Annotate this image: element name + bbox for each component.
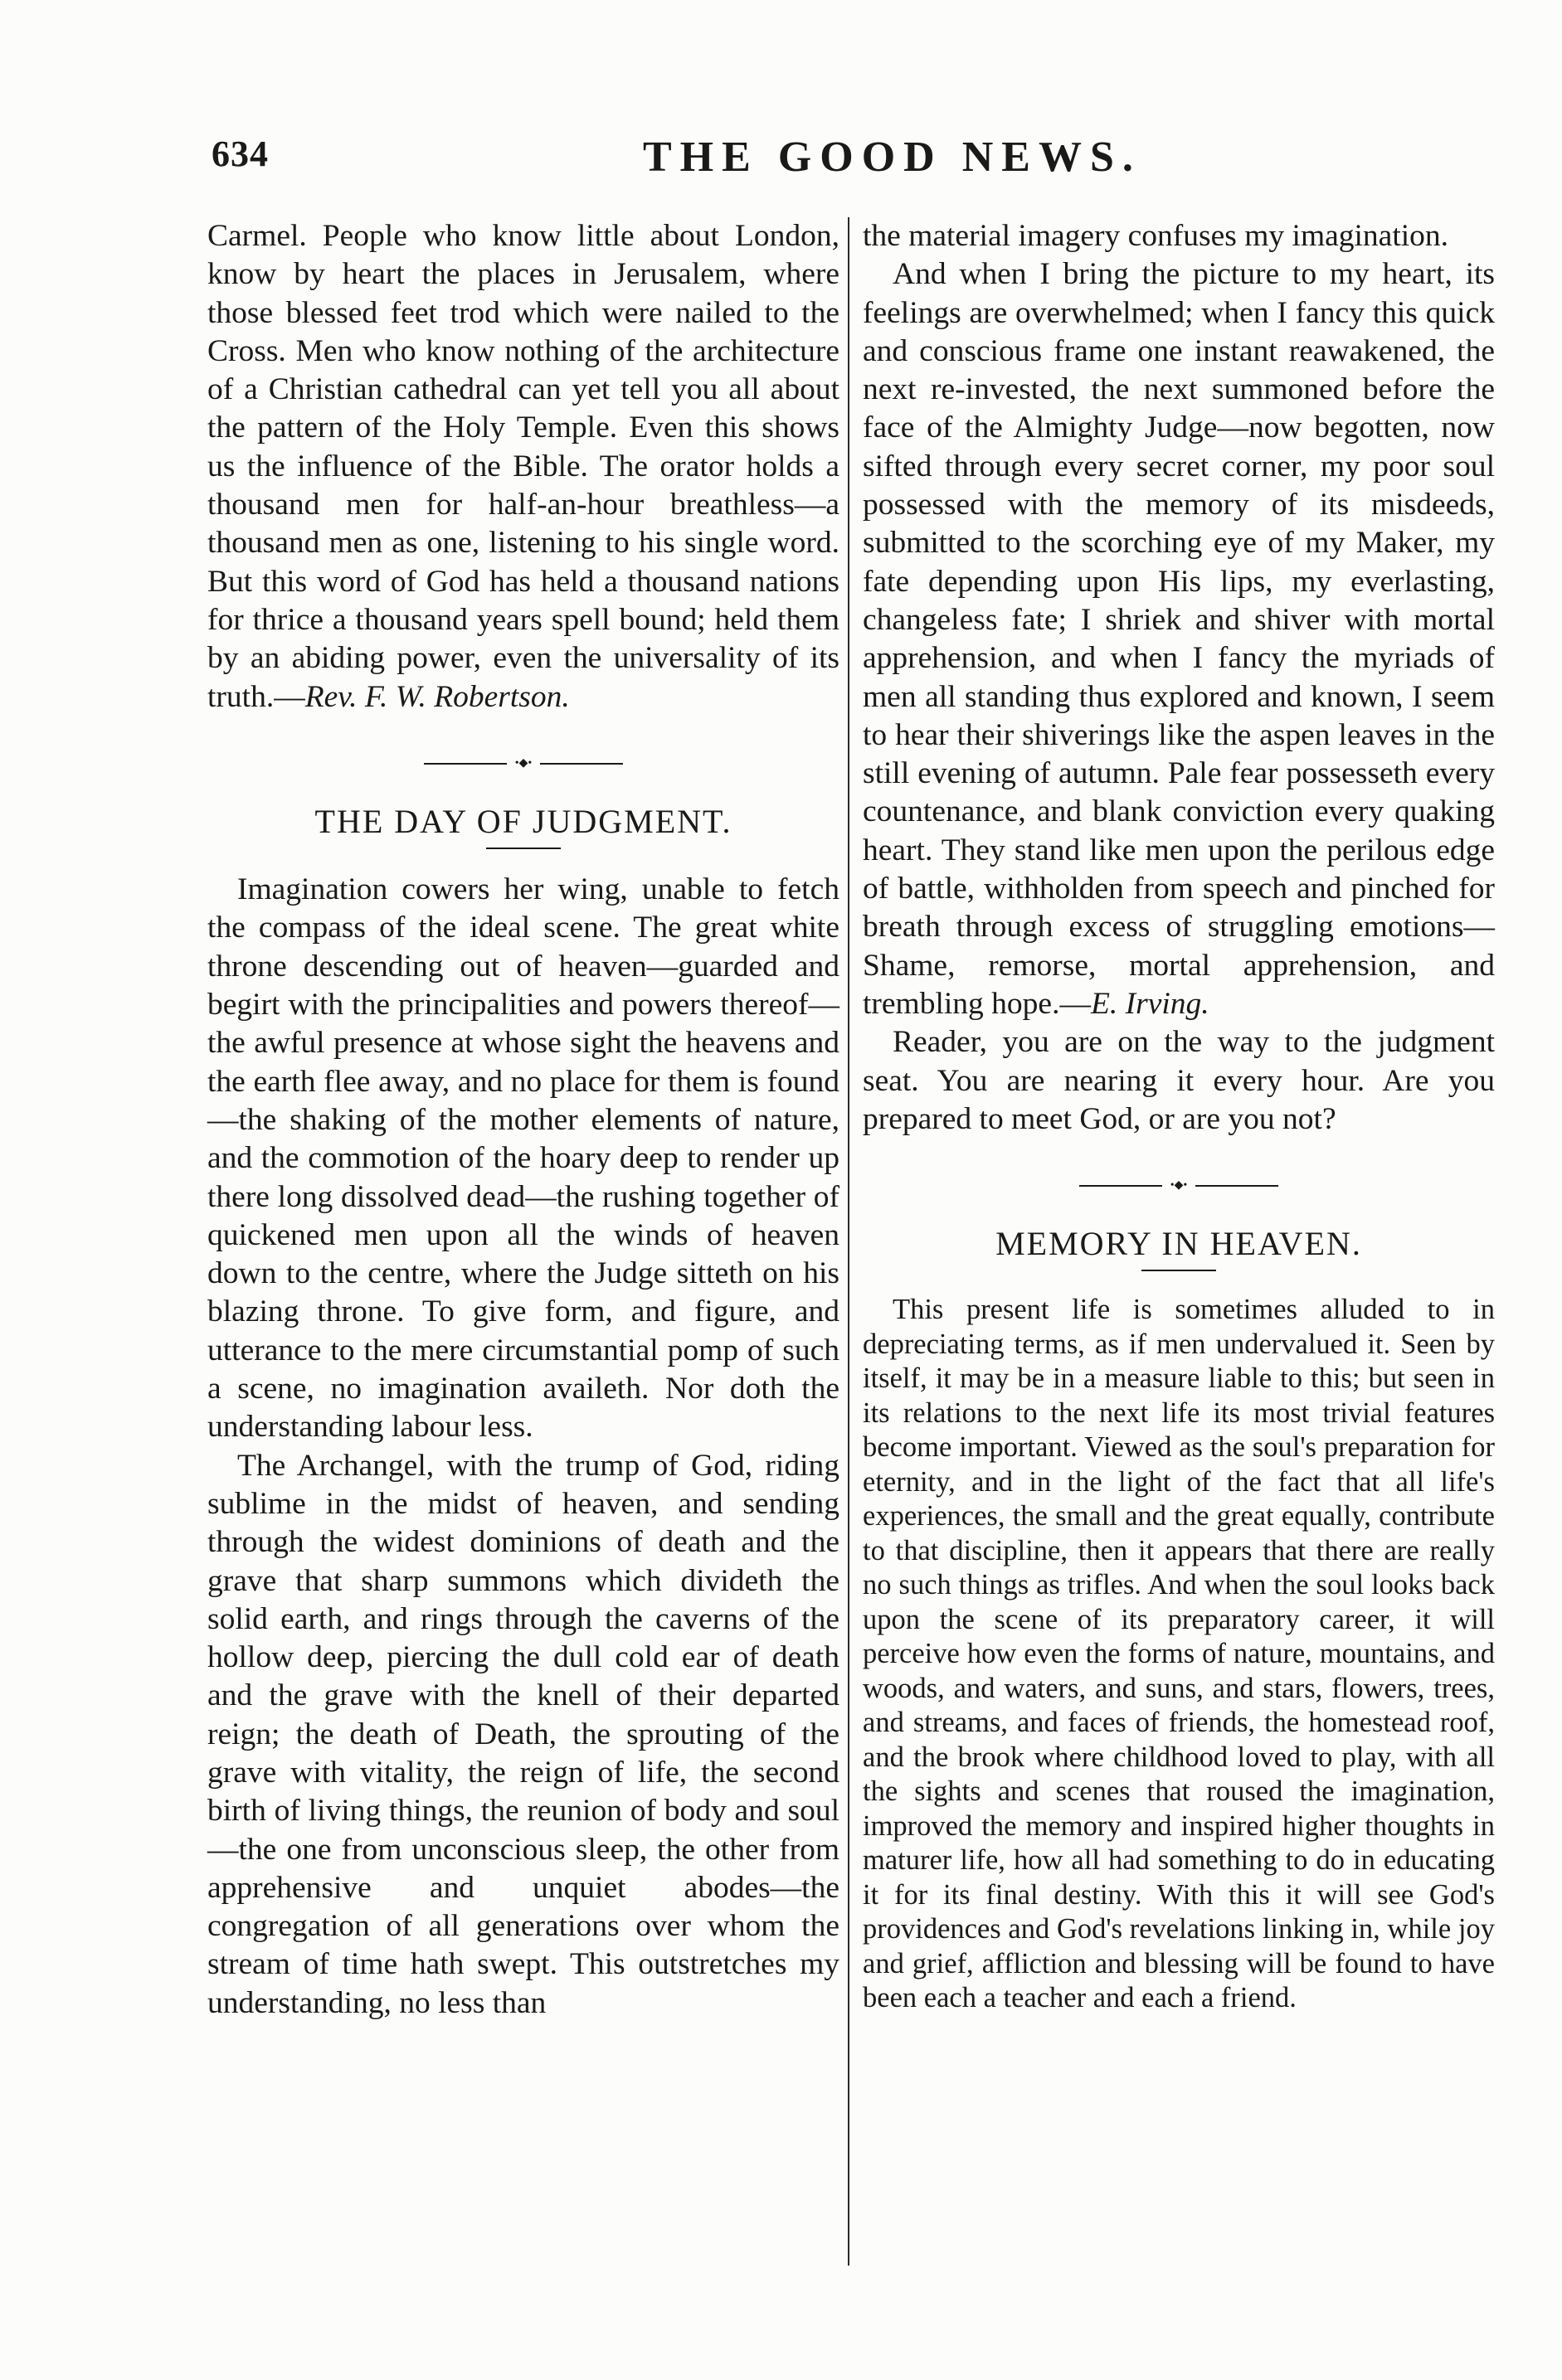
intro-text: Carmel. People who know little about London, know by heart the places in Jerusalem, where those blessed feet trod which were nailed to the Cross. Men who know nothing of the architecture of a Christian cathedral can yet tell you all about the pattern of the Holy Temple. Even this shows us the influence of the Bible. The orator holds a thousand men for half-an-hour breathless—a thousand men as one, listening to his single word. But this word of God has held a thousand nations for thrice a thousand years spell bound; held them by an abiding power, even the universality of its truth.— — [207, 219, 839, 714]
judgment-paragraph-1: Imagination cowers her wing, unable to fetch the compass of the ideal scene. The great white throne descending out of heaven—guarded and begirt with the principalities and powers thereof—the awful presence at whose sight the heavens and the earth flee away, and no place for them is found—the shaking of the mother elements of nature, and the commotion of the hoary deep to render up there long dissolved dead—the rushing together of quickened men upon all the winds of heaven down to the centre, where the Judge sitteth on his blazing throne. To give form, and figure, and utterance to the mere circumstantial pomp of such a scene, no imagination availeth. Nor doth the understanding labour less. — [207, 872, 839, 1445]
title-underline — [486, 848, 561, 849]
section-title-day-of-judgment: THE DAY OF JUDGMENT. — [314, 802, 732, 840]
divider-line — [424, 763, 507, 765]
intro-paragraph — [207, 217, 839, 716]
column-divider — [848, 217, 849, 2266]
page-header — [212, 133, 1506, 191]
judgment-paragraph-3 — [863, 255, 1495, 1023]
title-underline — [1141, 1270, 1216, 1271]
continuation-paragraph: the material imagery confuses my imagination. — [863, 219, 1449, 253]
memory-paragraph: This present life is sometimes alluded to in depreciating terms, as if men undervalued it. Seen by itself, it may be in a measure liable to this; but seen in its relations to the next life its most trivial features become important. Viewed as the soul's preparation for eternity, and in the light of the fact that all life's experiences, the small and the great equally, contribute to that discipline, then it appears that there are really no such things as trifles. And when the soul looks back upon the scene of its preparatory career, it will perceive how even the forms of nature, mountains, and woods, and waters, and suns, and stars, flowers, trees, and streams, and faces of friends, the homestead roof, and the brook where childhood loved to play, with all the sights and scenes that roused the imagination, improved the memory and inspired higher thoughts in maturer life, how all had something to do in educating it for its final destiny. With this it will see God's providences and God's revelations linking in, while joy and grief, affliction and blessing will be found to have been each a teacher and each a friend. — [863, 1294, 1495, 2014]
section-divider-ornament — [424, 758, 623, 770]
right-column — [863, 217, 1495, 2016]
divider-line — [1195, 1185, 1278, 1187]
intro-signature: Rev. F. W. Robertson. — [304, 679, 570, 714]
divider-dots-icon: •◆• — [514, 756, 533, 770]
judgment-paragraph-2: The Archangel, with the trump of God, riding sublime in the midst of heaven, and sending through the widest dominions of death and the grave that sharp summons which divideth the solid earth, and rings through the caverns of the hollow deep, piercing the dull cold ear of death and the grave with the knell of their departed reign; the death of Death, the sprouting of the grave with vitality, the reign of life, the second birth of living things, the reunion of body and soul—the one from unconscious sleep, the other from apprehensive and unquiet abodes—the congregation of all generations over whom the stream of time hath swept. This outstretches my understanding, no less than — [207, 1448, 839, 2020]
divider-dots-icon: •◆• — [1170, 1179, 1188, 1192]
section-title-memory-in-heaven: MEMORY IN HEAVEN. — [995, 1225, 1362, 1263]
divider-line — [1079, 1185, 1162, 1187]
left-column — [207, 217, 839, 2023]
judgment-paragraph-4: Reader, you are on the way to the judgment seat. You are nearing it every hour. Are you prepared to meet God, or are you not? — [863, 1025, 1495, 1136]
judgment-paragraph-3-signature: E. Irving. — [1090, 986, 1209, 1021]
judgment-paragraph-3-text: And when I bring the picture to my heart, its feelings are overwhelmed; when I fancy this quick and conscious frame one instant reawakened, the next re-invested, the next summoned before the face of the Almighty Judge—now begotten, now sifted through every secret corner, my poor soul possessed with the memory of its misdeeds, submitted to the scorching eye of my Maker, my fate depending upon His lips, my everlasting, changeless fate; I shriek and shiver with mortal apprehension, and when I fancy the myriads of men all standing thus explored and known, I seem to hear their shiverings like the aspen leaves in the still evening of autumn. Pale fear possesseth every countenance, and blank conviction every quaking heart. They stand like men upon the perilous edge of battle, withholden from speech and pinched for breath through excess of struggling emotions—Shame, remorse, mortal apprehension, and trembling hope.— — [863, 257, 1495, 1021]
section-divider-ornament — [1079, 1180, 1278, 1192]
running-title: THE GOOD NEWS. — [643, 134, 1141, 181]
page-number: 634 — [212, 134, 269, 174]
divider-line — [540, 763, 623, 765]
